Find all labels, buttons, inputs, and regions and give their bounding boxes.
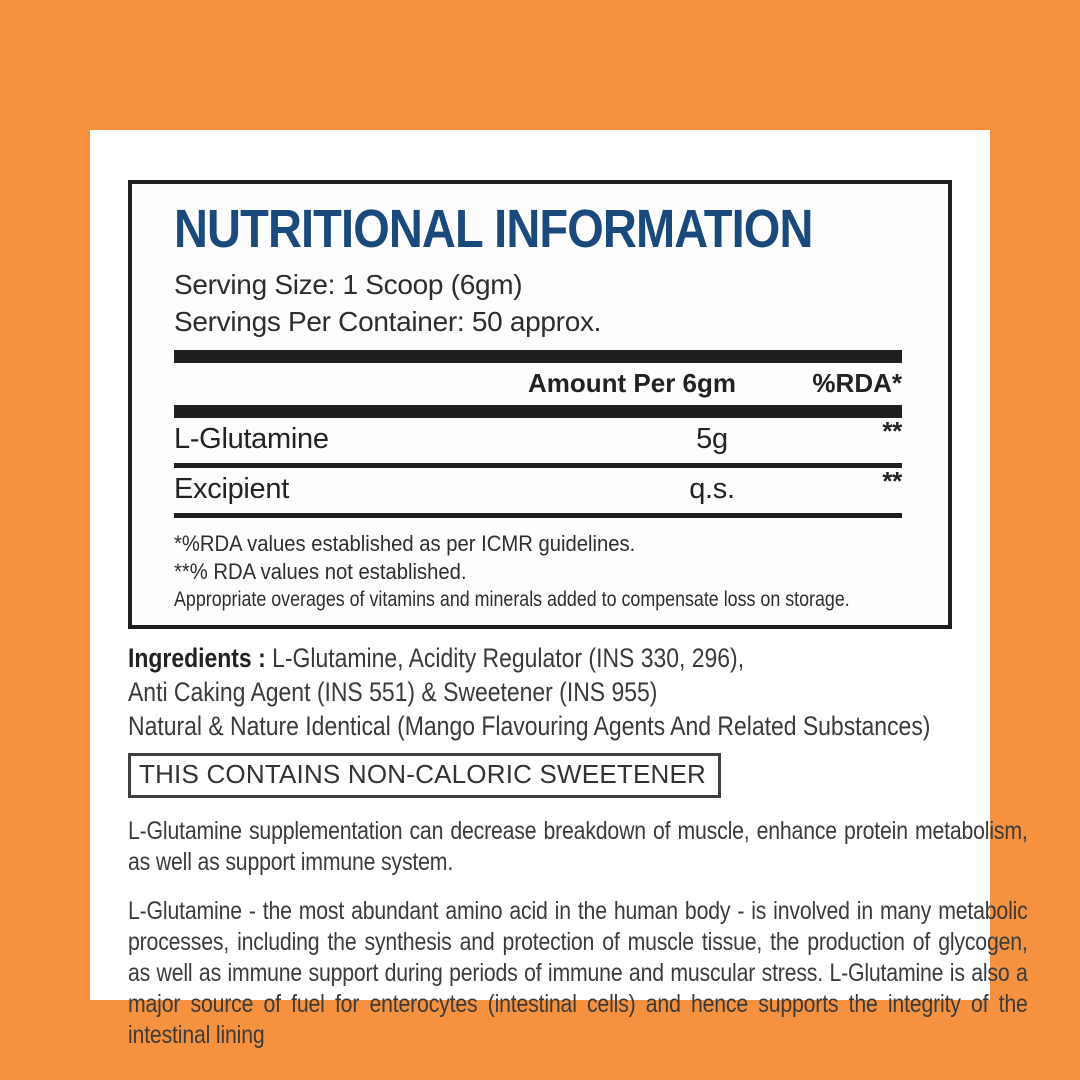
ingredients-line-2: Anti Caking Agent (INS 551) & Sweetener (INS 955) xyxy=(128,677,658,707)
table-header-row xyxy=(174,363,902,405)
servings-per-container: Servings Per Container: 50 approx. xyxy=(174,306,602,337)
thick-rule-top xyxy=(174,350,902,363)
table-header-amount: Amount Per 6gm xyxy=(527,368,737,398)
footnote-rda-established: *%RDA values established as per ICMR guidelines. xyxy=(174,531,636,556)
ingredients-section xyxy=(128,641,960,743)
nutrition-facts-box xyxy=(128,180,952,629)
footnote-overages: Appropriate overages of vitamins and minerals added to compensate loss on storage. xyxy=(174,588,850,611)
ingredients-label: Ingredients : xyxy=(128,643,266,673)
serving-size: Serving Size: 1 Scoop (6gm) xyxy=(174,269,523,300)
non-caloric-sweetener-text: THIS CONTAINS NON-CALORIC SWEETENER xyxy=(139,759,707,789)
nutrient-rda: ** xyxy=(882,466,902,496)
label-card xyxy=(90,130,1028,1049)
nutrient-name: Excipient xyxy=(174,473,289,505)
nutrient-name: L-Glutamine xyxy=(174,423,329,455)
ingredients-line-1-text: L-Glutamine, Acidity Regulator (INS 330, 296), xyxy=(265,643,745,673)
non-caloric-sweetener-notice xyxy=(128,753,721,798)
table-row xyxy=(174,468,902,513)
nutrient-amount: 5g xyxy=(696,423,728,455)
nutrition-title: NUTRITIONAL INFORMATION xyxy=(174,199,813,259)
description-paragraph-1: L-Glutamine supplementation can decrease breakdown of muscle, enhance protein metabolism, as well as support immune system. xyxy=(128,817,1028,876)
thick-rule-mid xyxy=(174,405,902,418)
table-header-rda: %RDA* xyxy=(812,368,902,398)
nutrient-amount: q.s. xyxy=(689,473,735,505)
table-row xyxy=(174,418,902,463)
row-separator xyxy=(174,513,902,518)
nutrient-rda: ** xyxy=(882,416,902,446)
ingredients-line-1 xyxy=(128,641,960,675)
footnotes xyxy=(174,530,902,613)
ingredients-line-3: Natural & Nature Identical (Mango Flavouring Agents And Related Substances) xyxy=(128,711,931,741)
description-paragraph-2: L-Glutamine - the most abundant amino acid in the human body - is involved in many metabolic processes, including the synthesis and protection of muscle tissue, the production of glycogen, as well as immune support during periods of immune and muscular stress. L-Glutamine is also a major source of fuel for enterocytes (intestinal cells) and hence supports the integrity of the intestinal lining xyxy=(128,897,1028,1049)
footnote-rda-not-established: **% RDA values not established. xyxy=(174,559,467,584)
